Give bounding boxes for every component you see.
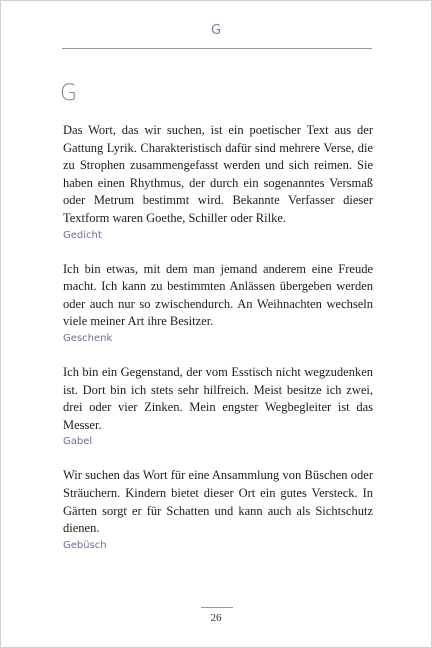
riddle-answer: Gebüsch	[63, 539, 107, 551]
riddle-entry	[63, 261, 373, 346]
riddle-entry	[63, 122, 373, 243]
riddle-list	[63, 122, 373, 571]
section-letter: G	[60, 81, 78, 106]
riddle-entry	[63, 364, 373, 449]
riddle-text: Ich bin etwas, mit dem man jemand anderem eine Freude macht. Ich kann zu bestimmten Anlässen übergeben werden oder auch nur so zwischendurch. An Weihnachten wechseln viele meiner Art ihre Besitzer.	[63, 261, 373, 329]
riddle-text: Wir suchen das Wort für eine Ansammlung von Büschen oder Sträuchern. Kindern bietet dieser Ort ein gutes Versteck. In Gärten sorgt er für Schatten und kann auch als Sichtschutz dienen.	[63, 468, 373, 536]
riddle-entry	[63, 467, 373, 552]
riddle-answer: Gabel	[63, 436, 93, 448]
header-rule	[62, 48, 372, 49]
footer-rule	[201, 607, 233, 608]
riddle-text: Ich bin ein Gegenstand, der vom Esstisch nicht wegzudenken ist. Dort bin ich stets sehr hilfreich. Meist besitze ich zwei, drei oder vier Zinken. Mein engster Wegbegleiter ist das Messer.	[63, 364, 373, 432]
riddle-answer: Geschenk	[63, 332, 113, 344]
page-number: 26	[210, 612, 222, 624]
running-head: G	[210, 23, 222, 38]
riddle-answer: Gedicht	[63, 229, 102, 241]
riddle-text: Das Wort, das wir suchen, ist ein poetischer Text aus der Gattung Lyrik. Charakteristisch dafür sind mehrere Verse, die zu Strophen zusammengefasst werden und sich reimen. Sie haben einen Rhythmus, der durch ein sogenanntes Versmaß oder Metrum bestimmt wird. Bekannte Verfasser dieser Textform waren Goethe, Schiller oder Rilke.	[63, 123, 373, 225]
